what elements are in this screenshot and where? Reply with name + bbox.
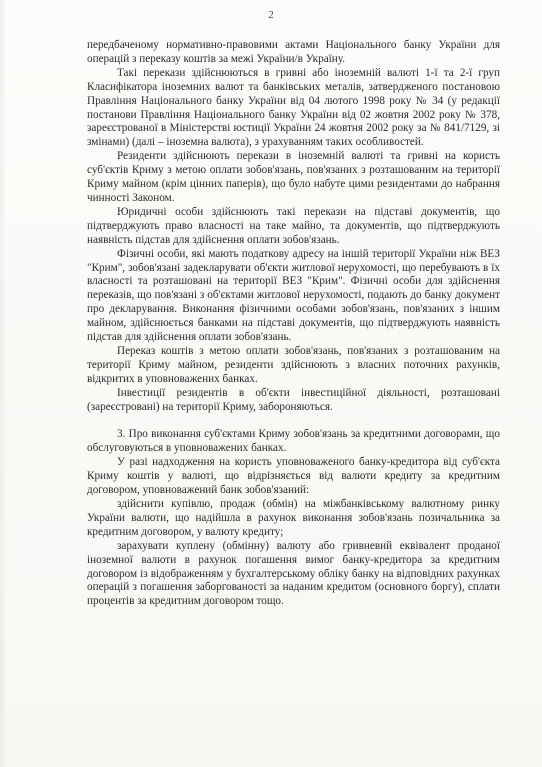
paragraph: Такі перекази здійснюються в гривні або іноземній валюті 1-ї та 2-ї груп Класифікатора іноземних валют та банківських металів, затвердженого постановою Правління Національного банку України від 04 лютого 1998 року № 34 (у редакції постанови Правління Національного банку України від 02 жовтня 2002 року № 378, зареєстрованої в Міністерстві юстиції України 24 жовтня 2002 року за № 841/7129, зі змінами) (далі – іноземна валюта), з урахуванням таких особливостей. (87, 66, 500, 149)
paragraph: Фізичні особи, які мають податкову адресу на іншій території України ніж ВЕЗ "Крим", зобов'язані задекларувати об'єкти житлової нерухомості, що перебувають в їх власності та розташовані на території ВЕЗ "Крим". Фізичні особи для здійснення переказів, що пов'язані з об'єктами житлової нерухомості, подають до банку документ про декларування. Виконання фізичними особами зобов'язань, пов'язаних з іншим майном, здійснюється банками на підставі документів, що підтверджують наявність підстав для здійснення оплати зобов'язань. (87, 247, 500, 344)
paragraph: Резиденти здійснюють перекази в іноземній валюті та гривні на користь суб'єктів Криму з метою оплати зобов'язань, пов'язаних з розташованим на території Криму майном (крім цінних паперів), що було набуте цими резидентами до набрання чинності Законом. (87, 150, 500, 204)
paragraph: передбаченому нормативно-правовими актами Національного банку України для операцій з переказу коштів за межі України/в Україну. (87, 39, 500, 65)
paragraph: Юридичні особи здійснюють такі перекази на підставі документів, що підтверджують право власності на таке майно, та документів, що підтверджують наявність підстав для здійснення оплати зобов'язань. (87, 205, 500, 246)
paragraph: Інвестиції резидентів в об'єкти інвестиційної діяльності, розташовані (зареєстровані) на території Криму, забороняються. (87, 386, 500, 413)
paragraph: зарахувати куплену (обмінну) валюту або гривневий еквівалент проданої іноземної валюти в рахунок погашення вимог банку-кредитора за кредитним договором із відображенням у бухгалтерському обліку банку на відповідних рахунках операцій з погашення заборгованості за наданим кредитом (основного боргу), сплати процентів за кредитним договором тощо. (87, 539, 500, 608)
paragraph: здійснити купівлю, продаж (обмін) на міжбанківському валютному ринку України валюти, що надійшла в рахунок виконання зобов'язань позичальника за кредитним договором, у валюту кредиту; (87, 498, 500, 538)
section-heading: 3. Про виконання суб'єктами Криму зобов'язань за кредитними договорами, що обслуговуються в уповноважених банках. (87, 428, 500, 455)
page-edge-shadow (0, 0, 6, 767)
document-body (87, 39, 500, 609)
paragraph: У разі надходження на користь уповноваженого банку-кредитора від суб'єкта Криму коштів у валюті, що відрізняється від валюти кредиту за кредитним договором, уповноважений банк зобов'язаний: (87, 456, 500, 497)
page-number: 2 (268, 9, 274, 21)
paragraph: Переказ коштів з метою оплати зобов'язань, пов'язаних з розташованим на території Криму майном, резиденти здійснюють з власних поточних рахунків, відкритих в уповноважених банках. (87, 344, 500, 385)
